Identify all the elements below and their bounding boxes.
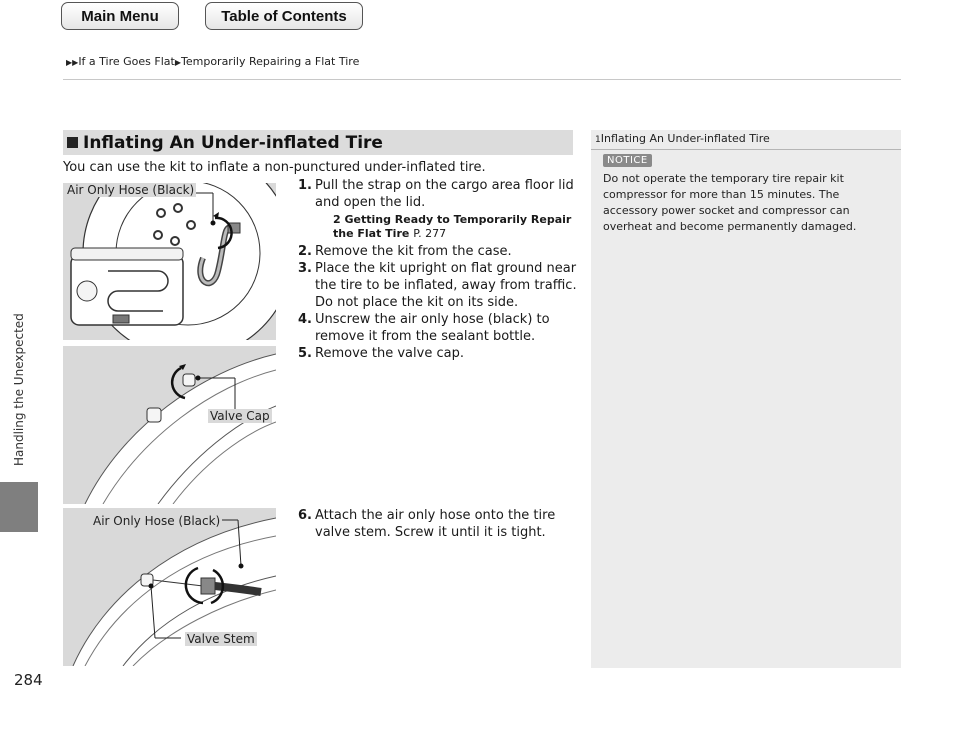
section-heading: [63, 130, 573, 155]
section-title: Inflating An Under-inflated Tire: [83, 132, 383, 153]
chapter-label: Handling the Unexpected: [12, 313, 26, 467]
figure-callout: Valve Stem: [187, 632, 255, 646]
step-text: Unscrew the air only hose (black) to remove it from the sealant bottle.: [315, 312, 550, 344]
step-text: Remove the valve cap.: [315, 346, 464, 361]
chapter-tab: [0, 482, 38, 532]
page-number: 284: [14, 671, 43, 689]
note-marker-icon: 1: [595, 135, 601, 145]
valve-cap-figure: [63, 346, 276, 504]
square-bullet-icon: [67, 137, 78, 148]
notice-text: Do not operate the temporary tire repair kit compressor for more than 15 minutes. The accessory power socket and compressor can overheat and become permanently damaged.: [603, 172, 857, 233]
breadcrumb-item[interactable]: If a Tire Goes Flat: [78, 55, 175, 68]
table-of-contents-button[interactable]: Table of Contents: [205, 2, 363, 30]
step-item: [298, 345, 578, 362]
step-number: 2.: [298, 244, 312, 259]
xref-icon: 2: [333, 213, 341, 226]
step-number: 4.: [298, 312, 312, 327]
step-number: 6.: [298, 508, 312, 523]
breadcrumb-item[interactable]: Temporarily Repairing a Flat Tire: [181, 55, 360, 68]
notice-panel: [591, 130, 901, 668]
step-number: 3.: [298, 261, 312, 276]
step-item: [298, 507, 578, 541]
step-text: Remove the kit from the case.: [315, 244, 512, 259]
step-item: [298, 260, 578, 311]
valve-cap-illustration: [63, 346, 276, 504]
notice-badge: NOTICE: [603, 154, 652, 167]
step-text: Place the kit upright on flat ground near the tire to be inflated, away from traffic. Do not place the kit on its side.: [315, 261, 577, 310]
cross-reference[interactable]: [298, 213, 578, 241]
step-list-c: [298, 507, 578, 541]
xref-page: P. 277: [413, 227, 447, 240]
step-number: 1.: [298, 178, 312, 193]
xref-title: the Flat Tire: [333, 227, 410, 240]
figure-callout: Air Only Hose (Black): [93, 514, 221, 528]
intro-text: You can use the kit to inflate a non-punctured under-inflated tire.: [63, 160, 486, 175]
header-divider: [63, 79, 901, 80]
breadcrumb: [66, 55, 359, 68]
valve-stem-figure: [63, 508, 276, 666]
step-text: Pull the strap on the cargo area floor lid and open the lid.: [315, 178, 574, 210]
figure-callout: Valve Cap: [210, 409, 270, 423]
step-item: [298, 243, 578, 260]
main-menu-button[interactable]: Main Menu: [61, 2, 179, 30]
step-number: 5.: [298, 346, 312, 361]
note-title: Inflating An Under-inflated Tire: [600, 132, 770, 145]
xref-title: Getting Ready to Temporarily Repair: [344, 213, 572, 226]
compressor-figure: [63, 183, 276, 340]
note-title-row: [591, 130, 901, 150]
arrow-icon: ▶: [174, 58, 181, 67]
figure-callout: Air Only Hose (Black): [67, 183, 195, 197]
step-list-b: [298, 345, 578, 362]
compressor-illustration: [63, 183, 276, 340]
step-list-a: [298, 177, 578, 345]
step-text: Attach the air only hose onto the tire valve stem. Screw it until it is tight.: [315, 508, 556, 540]
double-arrow-icon: ▶▶: [66, 58, 79, 67]
step-item: [298, 177, 578, 211]
step-item: [298, 311, 578, 345]
